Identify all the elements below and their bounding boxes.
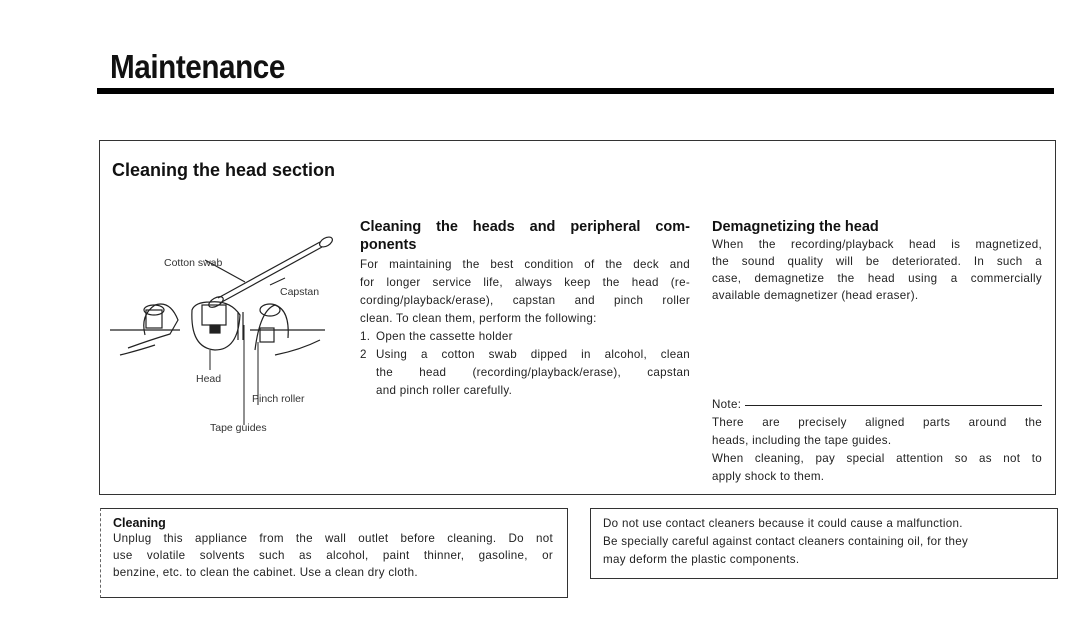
step-number: 1.: [360, 330, 371, 343]
body-line: use volatile solvents such as alcohol, paint thinner, gasoline, or: [113, 549, 553, 562]
body-line: When cleaning, pay special attention so as not to: [712, 452, 1042, 465]
body-line: case, demagnetize the head using a commercially: [712, 272, 1042, 285]
body-line: For maintaining the best condition of the deck and: [360, 258, 690, 271]
label-tape-guides: Tape guides: [210, 422, 267, 434]
body-line: the sound quality will be deteriorated. In such a: [712, 255, 1042, 268]
demagnetizing-body: [712, 236, 1042, 304]
body-line: cording/playback/erase), capstan and pinch roller: [360, 294, 690, 307]
heading-line: Cleaning the heads and peripheral com-: [360, 219, 690, 235]
cleaning-box: [100, 508, 568, 598]
body-line: clean. To clean them, perform the following:: [360, 312, 597, 325]
cleaning-box-heading: Cleaning: [113, 516, 166, 530]
body-line: Be specially careful against contact cleaners containing oil, for they: [603, 535, 969, 548]
cleaning-heads-body: [360, 256, 690, 400]
note-rule: [745, 405, 1042, 406]
note-label-row: [712, 396, 1042, 414]
body-line: When the recording/playback head is magnetized,: [712, 238, 1042, 251]
label-capstan: Capstan: [280, 286, 320, 298]
step-text: Using a cotton swab dipped in alcohol, clean: [376, 348, 690, 361]
page-title: Maintenance: [110, 48, 285, 85]
step-1: [360, 328, 690, 346]
body-line: apply shock to them.: [712, 470, 825, 483]
step-text: Open the cassette holder: [376, 330, 513, 343]
label-head: Head: [196, 373, 222, 385]
demagnetizing-heading: Demagnetizing the head: [712, 219, 879, 235]
step-text: and pinch roller carefully.: [376, 384, 513, 397]
cassette-deck-drawing: [110, 230, 350, 440]
body-line: for longer service life, always keep the head (re-: [360, 276, 690, 289]
step-2: [360, 346, 690, 400]
body-line: Do not use contact cleaners because it could cause a malfunction.: [603, 517, 963, 530]
heading-line: ponents: [360, 237, 417, 253]
contact-cleaner-warning-box: [590, 508, 1058, 579]
demagnetizing-column: [712, 218, 1042, 304]
head-cleaning-illustration: [110, 230, 350, 440]
body-line: may deform the plastic components.: [603, 553, 800, 566]
step-number: 2: [360, 348, 367, 361]
note-body: [712, 414, 1042, 486]
body-line: benzine, etc. to clean the cabinet. Use a clean dry cloth.: [113, 566, 418, 579]
section-title: Cleaning the head section: [112, 160, 336, 180]
body-line: Unplug this appliance from the wall outlet before cleaning. Do not: [113, 532, 553, 545]
note-block: [712, 396, 1042, 486]
step-text: the head (recording/playback/erase), capstan: [376, 366, 690, 379]
label-cotton-swab: Cotton swab: [164, 257, 223, 269]
body-line: There are precisely aligned parts around the: [712, 416, 1042, 429]
cleaning-heads-heading: [360, 218, 690, 254]
label-pinch-roller: Pinch roller: [252, 393, 305, 405]
note-label: Note:: [712, 398, 742, 411]
cleaning-box-body: [113, 530, 553, 581]
contact-box-body: [603, 515, 1045, 569]
body-line: heads, including the tape guides.: [712, 434, 892, 447]
cleaning-heads-column: [360, 218, 690, 400]
body-line: available demagnetizer (head eraser).: [712, 289, 919, 302]
title-rule: [97, 88, 1054, 94]
